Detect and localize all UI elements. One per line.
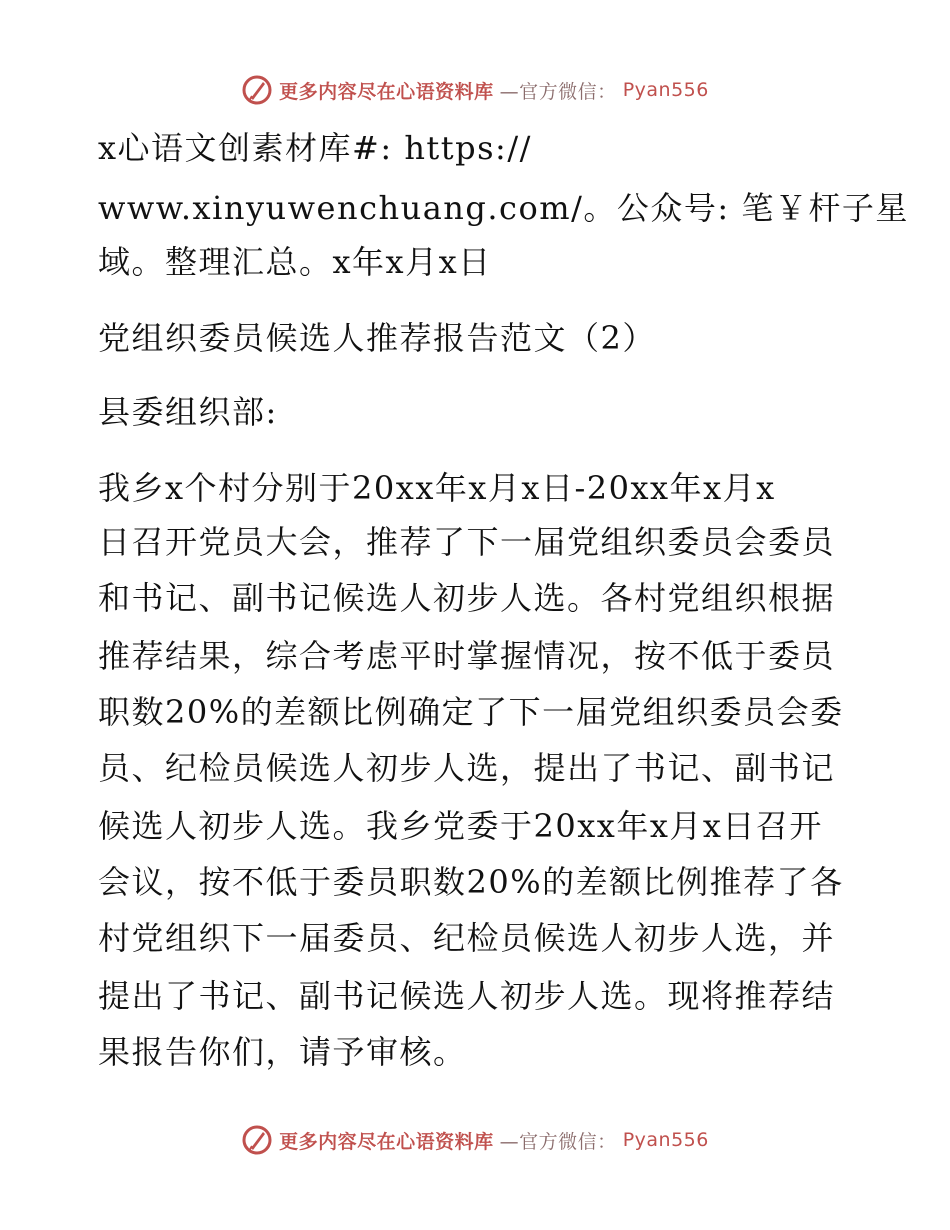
quill-logo-icon xyxy=(241,74,273,106)
body-line: x心语文创素材库#: https:// xyxy=(98,129,532,167)
body-line: 我乡x个村分别于20xx年x月x日-20xx年x月x xyxy=(98,469,776,507)
banner-sub-text: —官方微信： xyxy=(499,1130,617,1153)
body-line: 会议，按不低于委员职数20%的差额比例推荐了各 xyxy=(98,863,844,901)
banner-wechat-id: Pyan556 xyxy=(622,79,709,101)
banner-main-text: 更多内容尽在心语资料库 xyxy=(279,1130,494,1153)
body-line: 员、纪检员候选人初步人选，提出了书记、副书记 xyxy=(98,749,836,787)
body-line: 提出了书记、副书记候选人初步人选。现将推荐结 xyxy=(98,977,836,1015)
body-line: 候选人初步人选。我乡党委于20xx年x月x日召开 xyxy=(98,807,823,845)
body-line: 推荐结果，综合考虑平时掌握情况，按不低于委员 xyxy=(98,637,836,675)
header-banner xyxy=(0,70,950,110)
body-line: 村党组织下一届委员、纪检员候选人初步人选，并 xyxy=(98,919,836,957)
body-line: 日召开党员大会，推荐了下一届党组织委员会委员 xyxy=(98,523,836,561)
body-line: 职数20%的差额比例确定了下一届党组织委员会委 xyxy=(98,693,844,731)
banner-sub-text: —官方微信： xyxy=(499,80,617,103)
banner-wechat-id: Pyan556 xyxy=(622,1129,709,1151)
body-line: 果报告你们，请予审核。 xyxy=(98,1033,467,1071)
quill-logo-icon xyxy=(241,1124,273,1156)
body-line: 域。整理汇总。x年x月x日 xyxy=(98,243,492,281)
body-line: www.xinyuwenchuang.com/。公众号: 笔￥杆子星 xyxy=(98,189,909,227)
salutation: 县委组织部: xyxy=(98,393,278,431)
footer-banner xyxy=(0,1120,950,1160)
document-title: 党组织委员候选人推荐报告范文（2） xyxy=(98,319,656,357)
banner-main-text: 更多内容尽在心语资料库 xyxy=(279,80,494,103)
body-line: 和书记、副书记候选人初步人选。各村党组织根据 xyxy=(98,579,836,617)
